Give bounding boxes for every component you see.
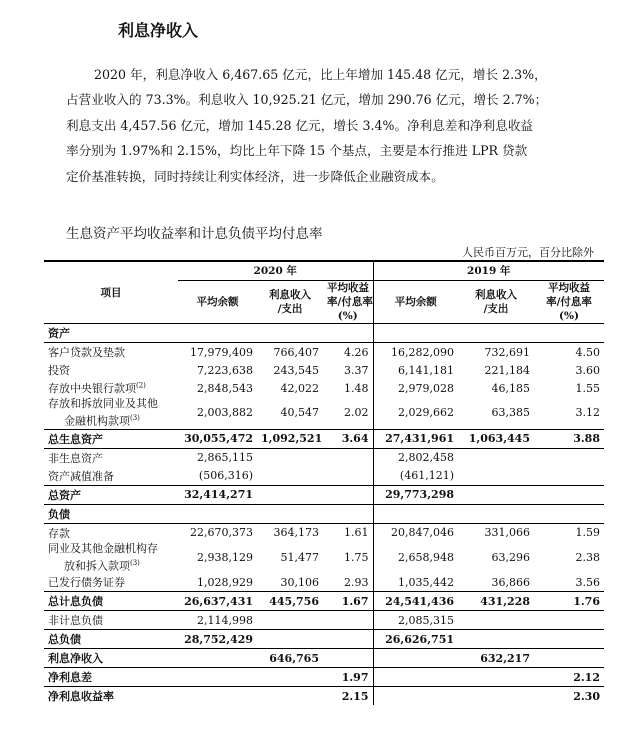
table-row (44, 504, 604, 523)
avg-balance-2019: 1,035,442 (373, 573, 458, 592)
avg-balance-2019: 20,847,046 (373, 523, 458, 542)
avg-balance-2020: (506,316) (178, 467, 257, 486)
interest-2019 (458, 467, 534, 486)
rate-2020 (323, 448, 373, 467)
avg-balance-2020 (178, 668, 257, 687)
rate-2019: 3.60 (575, 363, 600, 377)
interest-2020 (257, 611, 323, 630)
rate-2019: 1.76 (534, 592, 604, 611)
row-label: 资产减值准备 (44, 467, 178, 486)
avg-balance-2019: 27,431,961 (373, 429, 458, 448)
avg-balance-2020: 32,414,271 (178, 485, 257, 504)
row-label: 非生息资产 (48, 451, 103, 465)
interest-2019: 46,185 (491, 381, 530, 395)
avg-balance-2019: 16,282,090 (373, 343, 458, 362)
avg-balance-2020: 17,979,409 (190, 345, 253, 359)
rate-2020: 4.26 (344, 345, 369, 359)
rate-2020: 2.15 (341, 689, 369, 703)
row-label: 净利息差 (44, 668, 178, 687)
interest-2020 (257, 485, 323, 504)
rate-2019: 4.50 (575, 345, 600, 359)
table-row (44, 542, 604, 574)
table-row (44, 429, 604, 448)
header-avg-balance-2019: 平均余额 (373, 281, 458, 324)
avg-balance-2019: 2,979,028 (373, 379, 458, 397)
rate-2020 (323, 324, 373, 343)
table-row (44, 485, 604, 504)
paragraph-line: 定价基准转换，同时持续让利实体经济，进一步降低企业融资成本。 (66, 168, 444, 184)
avg-balance-2019: (461,121) (373, 467, 458, 486)
paragraph-line: 率分别为 1.97%和 2.15%，均比上年下降 15 个基点，主要是本行推进 LPR 贷款 (66, 143, 528, 159)
interest-2020 (257, 467, 323, 486)
avg-balance-2019 (373, 324, 458, 343)
row-label: 净利息收益率 (48, 690, 114, 704)
rate-2019: 2.30 (573, 689, 600, 703)
rate-2019 (534, 649, 604, 668)
yield-table (44, 260, 604, 705)
row-label: 总计息负债 (44, 592, 178, 611)
avg-balance-2020: 2,938,129 (197, 550, 253, 564)
avg-balance-2020: 2,003,882 (178, 397, 257, 429)
interest-2019 (458, 448, 534, 467)
rate-2020: 1.61 (344, 526, 369, 540)
table-row (44, 448, 604, 467)
interest-2019 (458, 485, 534, 504)
interest-2020 (257, 504, 323, 523)
avg-balance-2019: 6,141,181 (373, 361, 458, 379)
interest-2019: 732,691 (484, 345, 530, 359)
row-label: 存放和拆放同业及其他 金融机构款项$^{(3)}$ (44, 397, 178, 429)
avg-balance-2019 (373, 504, 458, 523)
interest-2019: 331,066 (484, 526, 530, 540)
interest-2020: 30,106 (257, 573, 323, 592)
interest-2020 (257, 324, 323, 343)
header-interest-2020: 利息收入 /支出 (257, 281, 323, 324)
avg-balance-2020 (178, 324, 257, 343)
interest-2019 (458, 504, 534, 523)
rate-2019 (534, 467, 604, 486)
row-label: 已发行债务证券 (44, 573, 178, 592)
interest-2020: 243,545 (273, 363, 319, 377)
table-row (44, 630, 604, 649)
interest-2020: 445,756 (257, 592, 323, 611)
rate-2020 (323, 467, 373, 486)
row-label: 同业及其他金融机构存 放和拆入款项$^{(3)}$ (48, 541, 158, 573)
section-title: 利息净收入 (118, 21, 199, 40)
avg-balance-2019 (373, 649, 458, 668)
interest-2020: 1,092,521 (257, 429, 323, 448)
avg-balance-2019: 2,658,948 (373, 542, 458, 574)
table-row (44, 523, 604, 542)
summary-paragraph (66, 62, 586, 189)
row-label: 客户贷款及垫款 (48, 346, 125, 359)
header-rate-2020: 平均收益 率/付息率 (%) (323, 281, 373, 324)
avg-balance-2020 (178, 687, 257, 706)
rate-2019 (534, 630, 604, 649)
rate-2020 (323, 649, 373, 668)
rate-2019: 3.88 (534, 429, 604, 448)
avg-balance-2020: 1,028,929 (178, 573, 257, 592)
row-label: 总生息资产 (44, 429, 178, 448)
row-label: 利息净收入 (44, 649, 178, 668)
rate-2019 (534, 324, 604, 343)
table-row (44, 592, 604, 611)
row-label: 负债 (44, 504, 178, 523)
avg-balance-2020 (178, 504, 257, 523)
avg-balance-2019: 29,773,298 (373, 485, 458, 504)
table-row (44, 668, 604, 687)
rate-2020: 2.02 (323, 397, 373, 429)
interest-2019: 632,217 (458, 649, 534, 668)
interest-2020: 40,547 (257, 397, 323, 429)
row-label: 投资 (48, 364, 70, 377)
rate-2019: 3.12 (534, 397, 604, 429)
row-label: 总负债 (44, 630, 178, 649)
interest-2020: 42,022 (280, 381, 319, 395)
interest-2019 (458, 687, 534, 706)
interest-2019: 63,296 (491, 550, 530, 564)
interest-2020 (257, 630, 323, 649)
rate-2020 (323, 485, 373, 504)
interest-2019 (458, 668, 534, 687)
rate-2019: 1.55 (575, 381, 600, 395)
avg-balance-2020: 26,637,431 (178, 592, 257, 611)
paragraph-line: 2020 年，利息净收入 6,467.65 亿元，比上年增加 145.48 亿元，增长 2.3%， (94, 67, 547, 82)
avg-balance-2020: 2,865,115 (197, 451, 253, 465)
rate-2020: 1.97 (323, 668, 373, 687)
rate-2020: 1.67 (323, 592, 373, 611)
header-year-2019: 2019 年 (373, 261, 604, 281)
interest-2020: 646,765 (257, 649, 323, 668)
table-row (44, 397, 604, 429)
paragraph-line: 占营业收入的 73.3%。利息收入 10,925.21 亿元，增加 290.76 亿元，增长 2.7%； (66, 92, 548, 108)
interest-2019 (458, 324, 534, 343)
avg-balance-2020: 7,223,638 (197, 363, 253, 377)
header-rate-2019: 平均收益 率/付息率 (%) (534, 281, 604, 324)
table-row (44, 611, 604, 630)
avg-balance-2020: 2,114,998 (178, 611, 257, 630)
avg-balance-2020 (178, 649, 257, 668)
rate-2020: 3.37 (344, 363, 369, 377)
table-row (44, 467, 604, 486)
header-item: 项目 (44, 261, 178, 324)
rate-2020: 1.75 (344, 550, 369, 564)
header-year-2020: 2020 年 (178, 261, 373, 281)
rate-2019: 1.59 (575, 526, 600, 540)
avg-balance-2019: 2,029,662 (373, 397, 458, 429)
interest-2019 (458, 630, 534, 649)
rate-2019 (534, 611, 604, 630)
rate-2020: 2.93 (323, 573, 373, 592)
table-row (44, 361, 604, 379)
interest-2019: 1,063,445 (458, 429, 534, 448)
rate-2020 (323, 611, 373, 630)
row-label: 非计息负债 (44, 611, 178, 630)
paragraph-line: 利息支出 4,457.56 亿元，增加 145.28 亿元，增长 3.4%。净利息差和净利息收益 (66, 117, 534, 133)
avg-balance-2019: 26,626,751 (373, 630, 458, 649)
table-row (44, 343, 604, 362)
avg-balance-2019 (373, 687, 458, 706)
avg-balance-2020: 30,055,472 (178, 429, 257, 448)
interest-2019: 36,866 (458, 573, 534, 592)
interest-2019 (458, 611, 534, 630)
header-interest-2019: 利息收入 /支出 (458, 281, 534, 324)
rate-2019: 3.56 (534, 573, 604, 592)
interest-2019: 63,385 (458, 397, 534, 429)
interest-2020: 364,173 (273, 526, 319, 540)
interest-2019: 221,184 (484, 363, 530, 377)
avg-balance-2020: 22,670,373 (190, 526, 253, 540)
interest-2019: 431,228 (458, 592, 534, 611)
table-row (44, 687, 604, 706)
avg-balance-2019 (373, 668, 458, 687)
interest-2020 (257, 668, 323, 687)
row-label: 存放中央银行款项$^{(2)}$ (48, 381, 146, 395)
unit-note: 人民币百万元，百分比除外 (462, 246, 594, 259)
avg-balance-2019: 2,802,458 (373, 448, 458, 467)
table-row (44, 324, 604, 343)
header-row-years (44, 261, 604, 281)
table-title: 生息资产平均收益率和计息负债平均付息率 (66, 226, 323, 242)
interest-2020 (257, 687, 323, 706)
row-label: 资产 (44, 324, 178, 343)
rate-2019 (534, 448, 604, 467)
avg-balance-2020: 2,848,543 (197, 381, 253, 395)
rate-2020 (323, 504, 373, 523)
rate-2020: 3.64 (323, 429, 373, 448)
avg-balance-2019: 2,085,315 (373, 611, 458, 630)
table-row (44, 649, 604, 668)
avg-balance-2019: 24,541,436 (373, 592, 458, 611)
interest-2020: 766,407 (273, 345, 319, 359)
interest-2020 (257, 448, 323, 467)
rate-2019 (534, 504, 604, 523)
rate-2019 (534, 485, 604, 504)
header-avg-balance-2020: 平均余额 (178, 281, 257, 324)
avg-balance-2020: 28,752,429 (178, 630, 257, 649)
rate-2020: 1.48 (344, 381, 369, 395)
rate-2020 (323, 630, 373, 649)
interest-2020: 51,477 (280, 550, 319, 564)
row-label: 总资产 (44, 485, 178, 504)
rate-2019: 2.12 (534, 668, 604, 687)
row-label: 存款 (48, 526, 70, 540)
rate-2019: 2.38 (575, 550, 600, 564)
table-row (44, 573, 604, 592)
table-row (44, 379, 604, 397)
